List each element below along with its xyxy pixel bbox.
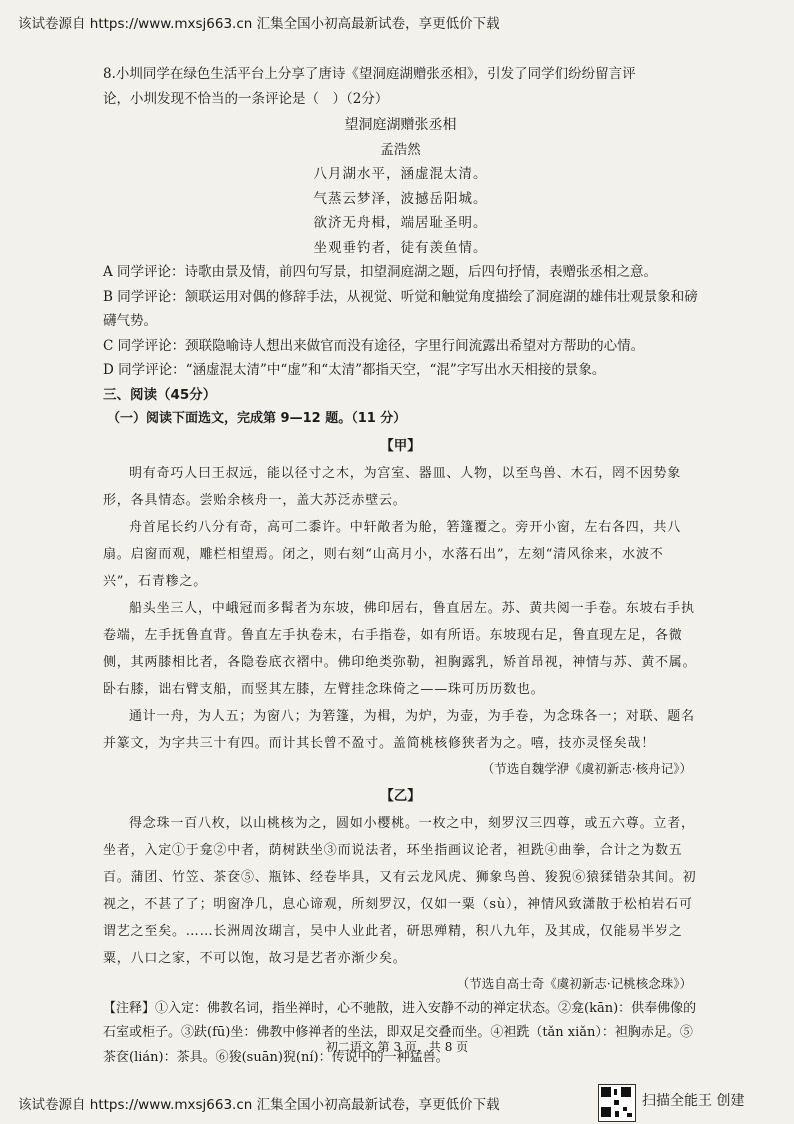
page-footer: 初二语文 第 3 页，共 8 页 — [325, 1040, 469, 1054]
passage-jia-paragraph: 明有奇巧人曰王叔远，能以径寸之木，为宫室、器皿、人物，以至鸟兽、木石，罔不因势象形，各具情态。尝贻余核舟一，盖大苏泛赤壁云。 — [103, 466, 682, 508]
scanner-watermark: 扫描全能王 创建 — [642, 1093, 745, 1109]
qr-code-icon — [598, 1084, 636, 1122]
annotations: 【注释】①入定：佛教名词，指坐禅时，心不驰散，进入安静不动的禅定状态。②龛(kān)：供奉佛像的石室或柜子。③趺(fū)坐：佛教中修禅者的坐法，即双足交叠而坐。④袒跣（tǎn xiǎn）：袒胸赤足。⑤茶奁(lián)：茶具。⑥狻(suān)猊(ní)：传说中的一种猛兽。 — [103, 1000, 697, 1065]
poem-line: 坐观垂钓者，徒有羡鱼情。 — [313, 239, 488, 256]
passage-jia-paragraph: 通计一舟，为人五；为窗八；为箬篷，为楫，为炉，为壶，为手卷，为念珠各一；对联、题名并篆文，为字共三十有四。而计其长曾不盈寸。盖简桃核修狭者为之。嘻，技亦灵怪矣哉！ — [103, 709, 695, 751]
poem — [103, 113, 698, 260]
exam-page — [103, 62, 698, 1070]
source-banner-top: 该试卷源自 https://www.mxsj663.cn 汇集全国小初高最新试卷，享更低价下载 — [18, 16, 500, 32]
comment-c: C 同学评论：颈联隐喻诗人想出来做官而没有途径，字里行间流露出希望对方帮助的心情。 — [103, 337, 645, 354]
question-8 — [103, 62, 698, 111]
poem-line: 欲济无舟楫，端居耻圣明。 — [313, 215, 488, 231]
comment-a: A 同学评论：诗歌由景及情，前四句写景，扣望洞庭湖之题，后四句抒情，表赠张丞相之意。 — [103, 264, 658, 280]
passage-yi-paragraph: 得念珠一百八枚，以山桃核为之，圆如小樱桃。一枚之中，刻罗汉三四尊，或五六尊。立者，坐者，入定①于龛②中者，荫树趺坐③而说法者，环坐指画议论者，袒跣④曲拳，合计之为数五百。蒲团、竹笠、茶奁⑤、瓶钵、经卷毕具，又有云龙风虎、狮象鸟兽、狻猊⑥猿猱错杂其间。初视之，不甚了了；明窗净几，息心谛观，所刻罗汉，仅如一粟（sù），神情风致潇散于松柏岩石可谓艺之至矣。……长洲周汝瑚言，吴中人业此者，研思殚精，积八九年，及其成，仅能易半岁之粟，八口之家，不可以饱，故习是艺者亦渐少矣。 — [103, 816, 697, 966]
comment-d: D 同学评论：“涵虚混太清”中“虚”和“太清”都指天空，“混”字写出水天相接的景象。 — [103, 362, 606, 378]
section-heading: 三、阅读（45分） — [103, 386, 217, 403]
question-8-line-2: 论，小圳发现不恰当的一条评论是（ ）（2分） — [103, 90, 389, 107]
passage-yi-source: （节选自高士奇《虞初新志·记桃核念珠》） — [456, 976, 692, 991]
poem-line: 气蒸云梦泽，波撼岳阳城。 — [313, 190, 488, 207]
question-8-line-1: 8.小圳同学在绿色生活平台上分享了唐诗《望洞庭湖赠张丞相》，引发了同学们纷纷留言评 — [103, 66, 636, 82]
passage-jia-source: （节选自魏学洢《虞初新志·核舟记》） — [481, 761, 692, 776]
poem-title: 望洞庭湖赠张丞相 — [344, 117, 457, 133]
passage-jia-label: 【甲】 — [380, 437, 421, 454]
source-banner-bottom: 该试卷源自 https://www.mxsj663.cn 汇集全国小初高最新试卷，享更低价下载 — [18, 1097, 500, 1113]
passage-jia-paragraph: 舟首尾长约八分有奇，高可二黍许。中轩敞者为舱，箬篷覆之。旁开小窗，左右各四，共八扇。启窗而观，雕栏相望焉。闭之，则右刻“山高月小，水落石出”，左刻“清风徐来，水波不兴”，石青糁之。 — [103, 520, 682, 589]
comment-b: B 同学评论：颔联运用对偶的修辞手法，从视觉、听觉和触觉角度描绘了洞庭湖的雄伟壮观景象和磅礴气势。 — [103, 288, 698, 329]
passage-yi-label: 【乙】 — [380, 787, 421, 804]
passage-jia-paragraph: 船头坐三人，中峨冠而多髯者为东坡，佛印居右，鲁直居左。苏、黄共阅一手卷。东坡右手执卷端，左手抚鲁直背。鲁直左手执卷末，右手指卷，如有所语。东坡现右足，鲁直现左足，各微侧，其两膝相比者，各隐卷底衣褶中。佛印绝类弥勒，袒胸露乳，矫首昂视，神情与苏、黄不属。卧右膝，诎右臂支船，而竖其左膝，左臂挂念珠倚之——珠可历历数也。 — [103, 601, 697, 697]
poem-author: 孟浩然 — [380, 141, 421, 158]
subsection-heading: （一）阅读下面选文，完成第 9—12 题。（11 分） — [107, 411, 407, 426]
poem-line: 八月湖水平，涵虚混太清。 — [313, 166, 488, 182]
